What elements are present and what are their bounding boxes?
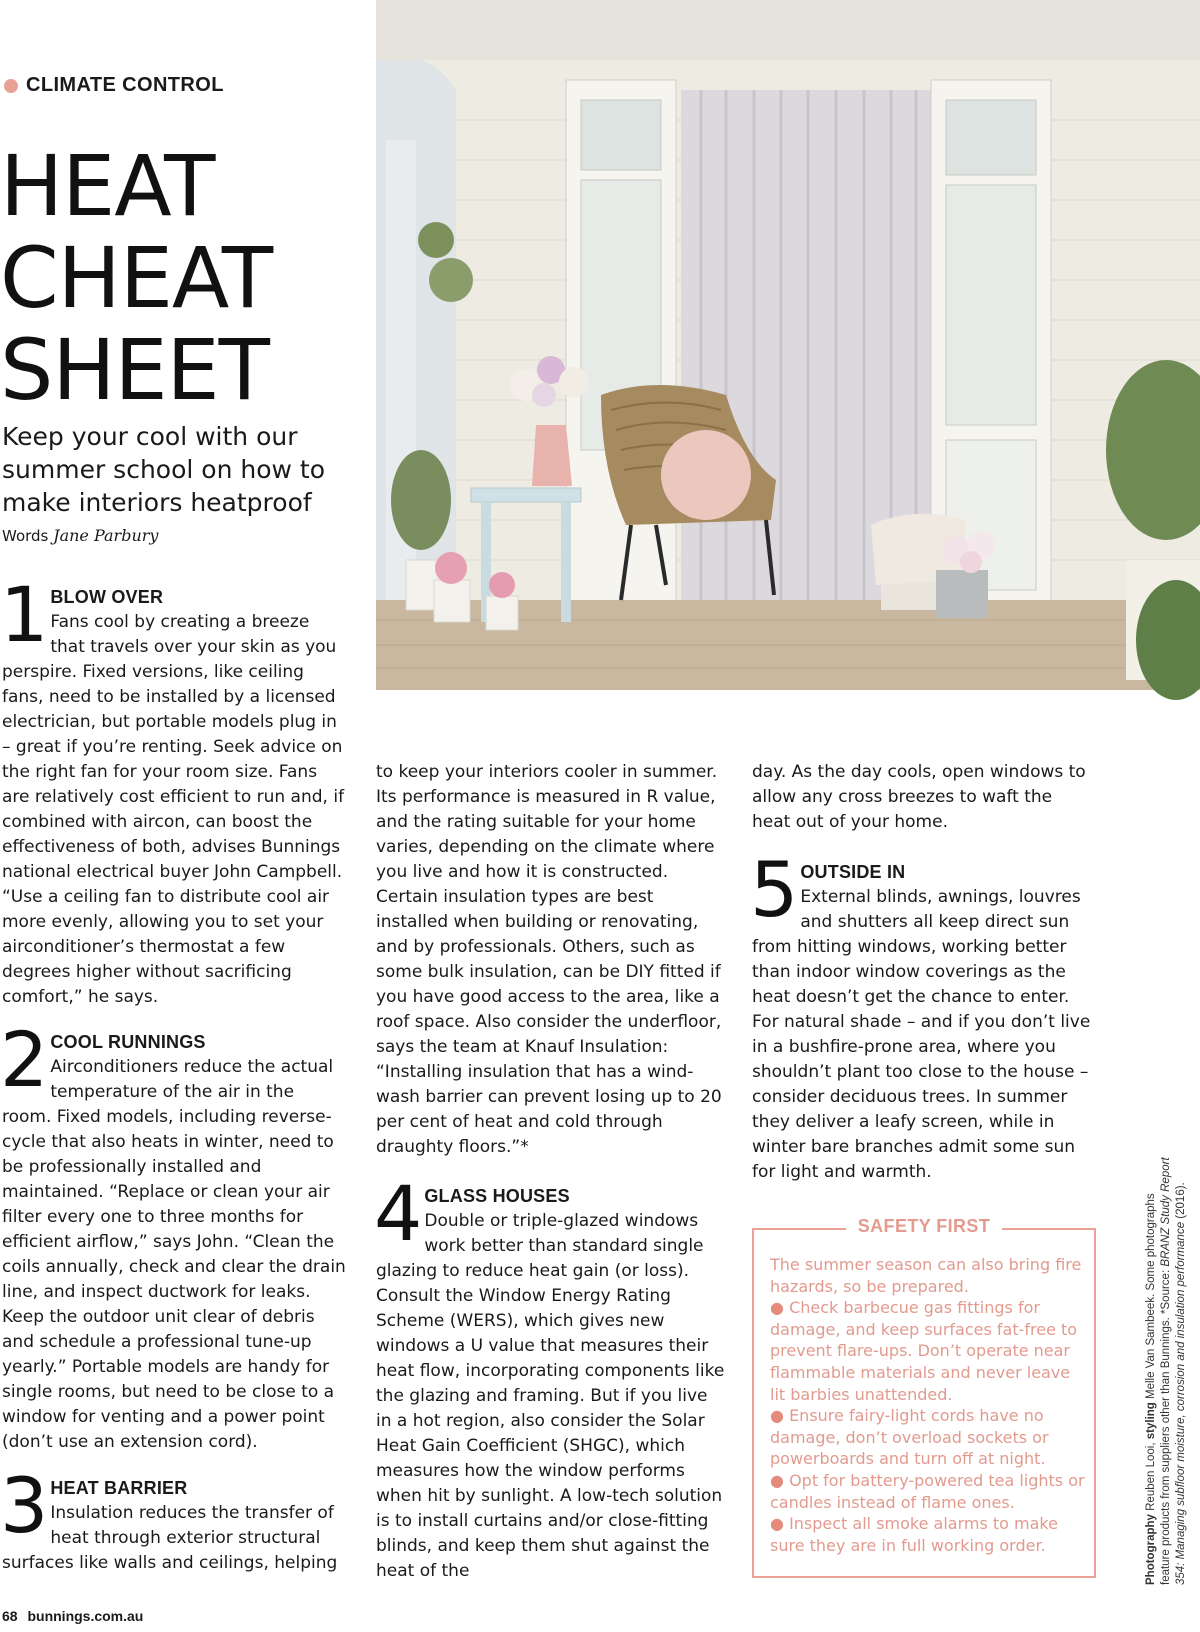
credit-photo-name: Reuben Looi, [1145,1442,1157,1511]
tip-1 [0,570,348,1010]
title-line-3: SHEET [0,321,269,419]
section-dot-icon [4,79,18,93]
tip-3-body-continued: to keep your interiors cooler in summer. Its performance is measured in R value, and the rating suitable for your home varies, depending on the climate where you live and how it is constructed. Certain insulation types are best installed when building or renovating, and by professionals. Others, such as some bulk insulation, can be DIY fitted if you have good access to the area, like a roof space. Also consider the underfloor, says the team at Knauf Insulation: “Installing insulation that has a wind-wash barrier can prevent losing up to 20 per cent of heat and cold through draughty floors.”* [376,762,722,1157]
tip-1-heading: BLOW OVER [50,587,164,607]
safety-intro: The summer season can also bring fire hazards, so be prepared. [770,1255,1082,1296]
tip-4 [374,1169,726,1584]
bullet-icon: ● [770,1514,784,1534]
tip-2-body: Airconditioners reduce the actual temperature of the air in the room. Fixed models, including reverse-cycle that also heats in winter, need to be professionally installed and maintained. “Replace or clean your air filter every one to three months for efficient airflow,” says John. “Clean the coils annually, check and clear the drain line, and inspect ductwork for leaks. Keep the outdoor unit clear of debris and schedule a professional tune-up yearly.” Portable models are handy for single rooms, but need to be close to a window for venting and a power point (don’t use an extension cord). [2,1057,346,1452]
safety-item-text: Opt for battery-powered tea lights or candles instead of flame ones. [770,1470,1085,1512]
safety-item-text: Ensure fairy-light cords have no damage, don’t overload sockets or powerboards and turn off at night. [770,1406,1049,1469]
credit-photo-label: Photography [1145,1514,1157,1585]
credit-styling-name: Melle Van Sambeek. Some photographs feature products from suppliers other than Bunnings. *Source: [1145,1193,1172,1585]
title-line-2: CHEAT [0,229,273,327]
safety-body [770,1254,1088,1556]
safety-box [752,1216,1096,1578]
title-line-1: HEAT [0,137,215,235]
site-url: bunnings.com.au [27,1608,144,1624]
tip-2-number: 2 [0,1015,49,1104]
standfirst: Keep your cool with our summer school on how to make interiors heatproof [2,422,325,517]
tip-5 [750,845,1092,1185]
credit-year: (2016). [1175,1182,1187,1219]
safety-item-1 [770,1297,1088,1405]
tip-1-body: Fans cool by creating a breeze that travels over your skin as you perspire. Fixed versions, like ceiling fans, need to be installed by a licensed electrician, but portable models plug in – great if you’re renting. Seek advice on the right fan for your room size. Fans are relatively cost efficient to run and, if combined with aircon, can boost the effectiveness of both, advises Bunnings national electrical buyer John Campbell. “Use a ceiling fan to distribute cool air more evenly, allowing you to set your airconditioner’s thermostat a few degrees higher without sacrificing comfort,” he says. [2,612,345,1007]
safety-title-wrap [754,1216,1094,1237]
photo-credit [1144,1155,1189,1585]
tip-2 [0,1015,348,1455]
tip-1-number: 1 [0,570,49,659]
section-label: CLIMATE CONTROL [26,74,224,96]
safety-item-text: Inspect all smoke alarms to make sure they are in full working order. [770,1514,1058,1555]
page-footer [2,1608,143,1624]
tip-5-body: External blinds, awnings, louvres and shutters all keep direct sun from hitting windows, working better than indoor window coverings as the heat doesn’t get the chance to enter. For natural shade – and if you don’t live in a bushfire-prone area, where you shouldn’t plant too close to the house – consider deciduous trees. In summer they deliver a leafy screen, while in winter bare branches admit some sun for light and warmth. [752,887,1091,1182]
safety-item-4 [770,1513,1088,1556]
safety-item-3 [770,1470,1088,1513]
page-title [0,137,370,419]
bullet-icon: ● [770,1406,784,1426]
page-number: 68 [2,1608,18,1624]
credit-source: BRANZ Study Report 354: Managing subfloor moisture, corrosion and insulation performance [1160,1157,1187,1585]
tip-5-heading: OUTSIDE IN [800,862,906,882]
bullet-icon: ● [770,1470,784,1490]
safety-title: SAFETY FIRST [846,1216,1002,1236]
safety-item-2 [770,1405,1088,1470]
byline [2,526,158,545]
tip-3-body: Insulation reduces the transfer of heat through exterior structural surfaces like walls and ceilings, helping [2,1503,338,1573]
credit-styling-label: styling [1145,1402,1157,1440]
tip-3 [0,1461,348,1576]
tip-4-body-continued: day. As the day cools, open windows to allow any cross breezes to waft the heat out of your home. [752,762,1086,832]
tip-3-continued [376,760,726,1160]
porch-photo [376,0,1200,738]
safety-item-text: Check barbecue gas fittings for damage, and keep surfaces fat-free to prevent flare-ups. Don’t operate near flammable materials and never leave lit barbies unattended. [770,1298,1078,1404]
tip-4-continued [752,760,1092,835]
byline-author: Jane Parbury [53,526,159,545]
bullet-icon: ● [770,1298,784,1318]
section-tag [4,74,224,97]
tip-4-body: Double or triple-glazed windows work better than standard single glazing to reduce heat gain (or loss). Consult the Window Energy Rating Scheme (WERS), which gives new windows a U value that measures their heat flow, incorporating components like the glazing and framing. But if you live in a hot region, also consider the Solar Heat Gain Coefficient (SHGC), which measures how the window performs when hit by sunlight. A low-tech solution is to install curtains and/or close-fitting blinds, and keep them shut against the heat of the [376,1211,725,1581]
byline-prefix: Words [2,527,49,545]
tip-2-heading: COOL RUNNINGS [50,1032,206,1052]
tip-4-number: 4 [374,1169,423,1258]
tip-3-heading: HEAT BARRIER [50,1478,188,1498]
porch-illustration [376,0,1200,738]
tip-4-heading: GLASS HOUSES [424,1186,570,1206]
tip-3-number: 3 [0,1461,49,1550]
tip-5-number: 5 [750,845,799,934]
